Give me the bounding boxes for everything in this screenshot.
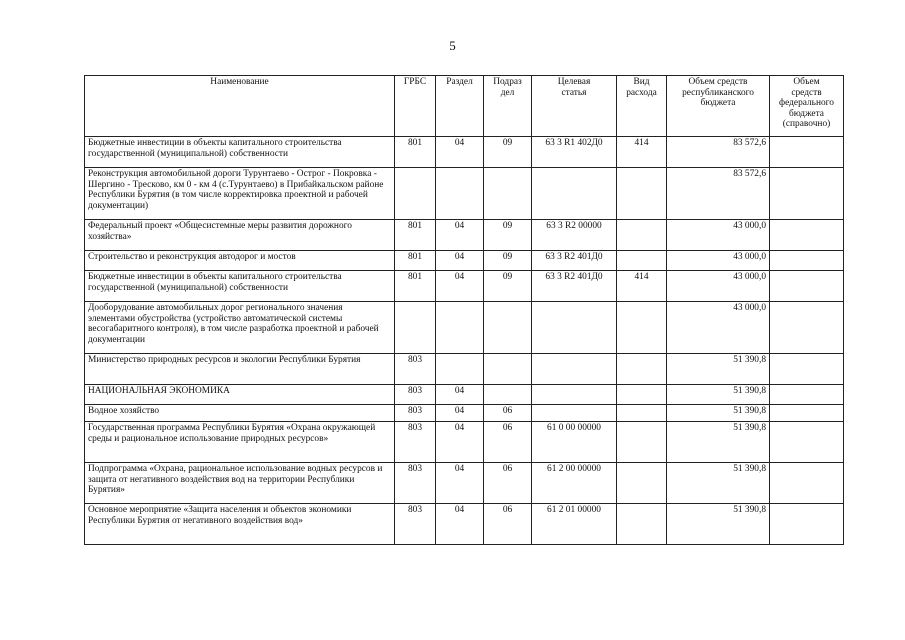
cell-name: Бюджетные инвестиции в объекты капитального строительства государственной (муниципальной) собственности [85, 271, 395, 302]
header-razdel: Раздел [436, 76, 484, 137]
cell-resp: 51 390,8 [667, 405, 770, 422]
table-row [85, 504, 844, 545]
cell-vid [617, 354, 667, 385]
cell-vid [617, 220, 667, 251]
table-row [85, 251, 844, 271]
cell-fed [770, 463, 844, 504]
cell-vid: 414 [617, 271, 667, 302]
cell-statya: 63 3 R2 401Д0 [532, 251, 617, 271]
table-row [85, 463, 844, 504]
cell-statya: 61 2 01 00000 [532, 504, 617, 545]
cell-statya [532, 302, 617, 354]
cell-grbs: 803 [395, 504, 436, 545]
cell-podrazdel: 09 [484, 251, 532, 271]
cell-razdel: 04 [436, 405, 484, 422]
header-grbs: ГРБС [395, 76, 436, 137]
table-row [85, 405, 844, 422]
page-number: 5 [449, 38, 456, 53]
cell-fed [770, 302, 844, 354]
cell-podrazdel [484, 385, 532, 405]
cell-statya [532, 354, 617, 385]
header-statya: Целевая статья [532, 76, 617, 137]
cell-resp: 43 000,0 [667, 251, 770, 271]
cell-vid [617, 422, 667, 463]
cell-grbs: 803 [395, 405, 436, 422]
cell-razdel: 04 [436, 463, 484, 504]
cell-razdel [436, 302, 484, 354]
table-row [85, 271, 844, 302]
cell-name: Подпрограмма «Охрана, рациональное использование водных ресурсов и защита от негативного воздействия вод на территории Республики Бурятия» [85, 463, 395, 504]
cell-grbs [395, 168, 436, 220]
cell-statya: 61 0 00 00000 [532, 422, 617, 463]
table-row [85, 354, 844, 385]
cell-resp: 51 390,8 [667, 504, 770, 545]
cell-name: Основное мероприятие «Защита населения и объектов экономики Республики Бурятия от негативного воздействия вод» [85, 504, 395, 545]
cell-resp: 43 000,0 [667, 220, 770, 251]
cell-razdel [436, 354, 484, 385]
cell-razdel: 04 [436, 422, 484, 463]
cell-razdel: 04 [436, 504, 484, 545]
cell-fed [770, 251, 844, 271]
cell-vid [617, 302, 667, 354]
cell-podrazdel: 09 [484, 137, 532, 168]
cell-podrazdel: 09 [484, 271, 532, 302]
budget-table [84, 75, 844, 545]
cell-grbs: 803 [395, 463, 436, 504]
cell-podrazdel [484, 168, 532, 220]
cell-resp: 51 390,8 [667, 385, 770, 405]
cell-vid [617, 504, 667, 545]
cell-vid [617, 168, 667, 220]
cell-vid [617, 405, 667, 422]
cell-resp: 83 572,6 [667, 137, 770, 168]
cell-name: Государственная программа Республики Бурятия «Охрана окружающей среды и рациональное использование природных ресурсов» [85, 422, 395, 463]
cell-resp: 51 390,8 [667, 354, 770, 385]
header-name: Наименование [85, 76, 395, 137]
cell-fed [770, 422, 844, 463]
cell-name: Федеральный проект «Общесистемные меры развития дорожного хозяйства» [85, 220, 395, 251]
cell-fed [770, 405, 844, 422]
cell-statya: 63 3 R1 402Д0 [532, 137, 617, 168]
cell-resp: 83 572,6 [667, 168, 770, 220]
table-row [85, 385, 844, 405]
cell-podrazdel: 06 [484, 504, 532, 545]
cell-grbs: 803 [395, 422, 436, 463]
cell-grbs: 801 [395, 137, 436, 168]
cell-grbs: 801 [395, 220, 436, 251]
table-row [85, 422, 844, 463]
cell-resp: 51 390,8 [667, 463, 770, 504]
cell-grbs [395, 302, 436, 354]
cell-grbs: 801 [395, 271, 436, 302]
cell-fed [770, 220, 844, 251]
cell-razdel: 04 [436, 137, 484, 168]
cell-razdel: 04 [436, 271, 484, 302]
cell-resp: 51 390,8 [667, 422, 770, 463]
cell-fed [770, 271, 844, 302]
cell-podrazdel [484, 302, 532, 354]
cell-name: НАЦИОНАЛЬНАЯ ЭКОНОМИКА [85, 385, 395, 405]
cell-name: Министерство природных ресурсов и экологии Республики Бурятия [85, 354, 395, 385]
cell-resp: 43 000,0 [667, 271, 770, 302]
header-podrazdel: Подраз дел [484, 76, 532, 137]
header-fed: Объем средств федерального бюджета (справочно) [770, 76, 844, 137]
cell-podrazdel: 09 [484, 220, 532, 251]
header-vid: Вид расхода [617, 76, 667, 137]
table-row [85, 168, 844, 220]
cell-vid [617, 385, 667, 405]
cell-razdel: 04 [436, 385, 484, 405]
cell-statya [532, 405, 617, 422]
cell-podrazdel [484, 354, 532, 385]
table-row [85, 302, 844, 354]
cell-name: Водное хозяйство [85, 405, 395, 422]
cell-statya [532, 168, 617, 220]
cell-grbs: 803 [395, 385, 436, 405]
table-row [85, 220, 844, 251]
cell-statya: 63 3 R2 401Д0 [532, 271, 617, 302]
cell-razdel [436, 168, 484, 220]
cell-statya [532, 385, 617, 405]
cell-grbs: 801 [395, 251, 436, 271]
cell-name: Бюджетные инвестиции в объекты капитального строительства государственной (муниципальной) собственности [85, 137, 395, 168]
cell-vid: 414 [617, 137, 667, 168]
cell-grbs: 803 [395, 354, 436, 385]
cell-fed [770, 137, 844, 168]
cell-name: Реконструкция автомобильной дороги Турунтаево - Острог - Покровка - Шергино - Тресково, км 0 - км 4 (с.Турунтаево) в Прибайкальском районе Республики Бурятия (в том числе корректировка проектной и рабочей документации) [85, 168, 395, 220]
cell-fed [770, 385, 844, 405]
cell-fed [770, 168, 844, 220]
cell-podrazdel: 06 [484, 422, 532, 463]
cell-vid [617, 463, 667, 504]
cell-fed [770, 504, 844, 545]
cell-statya: 61 2 00 00000 [532, 463, 617, 504]
cell-name: Дооборудование автомобильных дорог регионального значения элементами обустройства (устройство автоматической системы весогабаритного контроля), в том числе разработка проектной и рабочей документации [85, 302, 395, 354]
cell-vid [617, 251, 667, 271]
cell-podrazdel: 06 [484, 463, 532, 504]
cell-statya: 63 3 R2 00000 [532, 220, 617, 251]
header-resp: Объем средств республиканского бюджета [667, 76, 770, 137]
cell-podrazdel: 06 [484, 405, 532, 422]
cell-fed [770, 354, 844, 385]
cell-resp: 43 000,0 [667, 302, 770, 354]
cell-name: Строительство и реконструкция автодорог и мостов [85, 251, 395, 271]
cell-razdel: 04 [436, 251, 484, 271]
table-row [85, 137, 844, 168]
cell-razdel: 04 [436, 220, 484, 251]
table-header-row [85, 76, 844, 137]
